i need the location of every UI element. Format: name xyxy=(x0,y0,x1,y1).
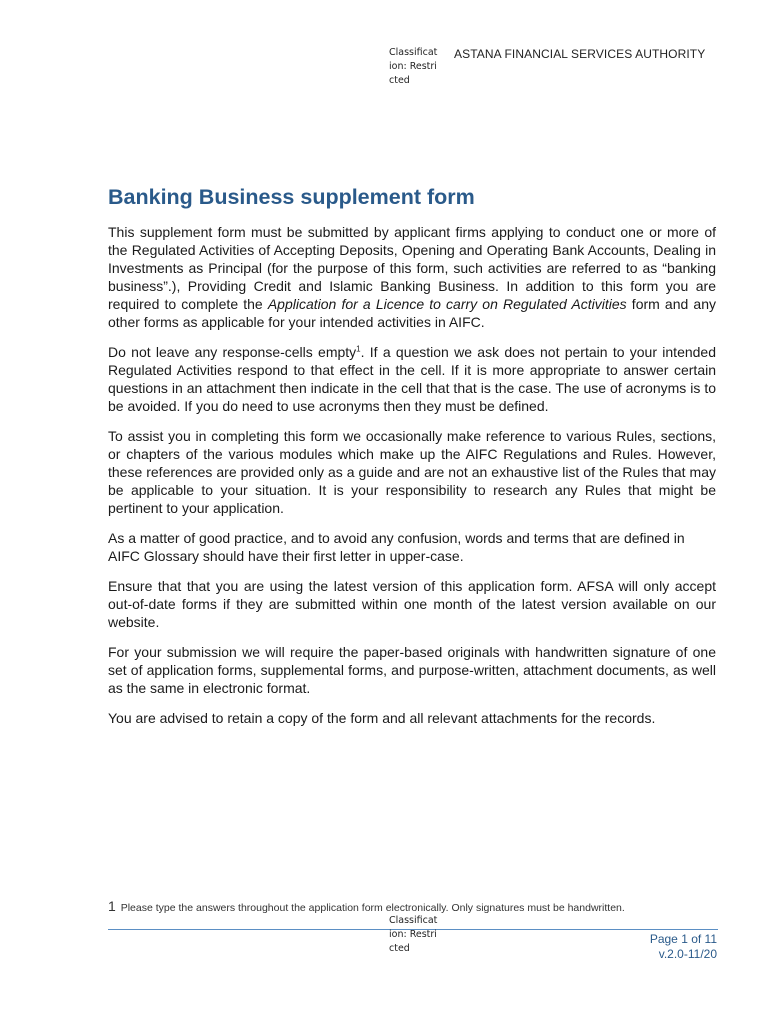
paragraph-response-cells: Do not leave any response-cells empty$^1$. If a question we ask does not pertain to your intended Regulated Activities respond to that effect in the cell. If it is more appropriate to answer certain questions in an attachment then indicate in the cell that that is the case. The use of acronyms is to be avoided. If you do need to use acronyms then they must be defined. xyxy=(108,344,716,414)
header-classification: Classification: Restricted xyxy=(389,47,438,86)
paragraph-submission: For your submission we will require the paper-based originals with handwritten signature of one set of application forms, supplemental forms, and purpose-written, attachment documents, as well as the same in electronic format. xyxy=(108,644,716,696)
document-title: Banking Business supplement form xyxy=(108,185,475,209)
paragraph-rules-references: To assist you in completing this form we occasionally make reference to various Rules, sections, or chapters of the various modules which make up the AIFC Regulations and Rules. However, these references are provided only as a guide and are not an exhaustive list of the Rules that may be applicable to your situation. It is your responsibility to research any Rules that might be pertinent to your application. xyxy=(108,428,716,516)
paragraph-glossary: As a matter of good practice, and to avoid any confusion, words and terms that are defined in AIFC Glossary should have their first letter in upper-case. xyxy=(108,530,685,564)
application-form-reference: Application for a Licence to carry on Regulated Activities xyxy=(267,296,627,312)
paragraph-latest-version: Ensure that that you are using the latest version of this application form. AFSA will only accept out-of-date forms if they are submitted within one month of the latest version available on our website. xyxy=(108,578,716,630)
footnote xyxy=(108,898,625,914)
footer-classification: Classification: Restricted xyxy=(389,915,438,954)
document-body xyxy=(108,223,716,739)
footnote-reference[interactable]: 1 xyxy=(356,344,361,354)
version-label: v.2.0-11/20 xyxy=(658,947,717,961)
footnote-number: 1 xyxy=(108,898,116,914)
paragraph-intro: This supplement form must be submitted by applicant firms applying to conduct one or more of the Regulated Activities of Accepting Deposits, Opening and Operating Bank Accounts, Dealing in Investments as Principal (for the purpose of this form, such activities are referred to as “banking business”.), Providing Credit and Islamic Banking Business. In addition to this form you are required to complete the Application for a Licence to carry on Regulated Activities form and any other forms as applicable for your intended activities in AIFC. xyxy=(108,224,716,330)
page-number: Page 1 of 11 xyxy=(649,932,717,946)
paragraph-retain-copy: You are advised to retain a copy of the form and all relevant attachments for the records. xyxy=(108,710,656,726)
footnote-text: Please type the answers throughout the application form electronically. Only signatures must be handwritten. xyxy=(120,902,625,914)
footer-page-info xyxy=(650,932,717,962)
header-authority: ASTANA FINANCIAL SERVICES AUTHORITY xyxy=(454,47,706,61)
